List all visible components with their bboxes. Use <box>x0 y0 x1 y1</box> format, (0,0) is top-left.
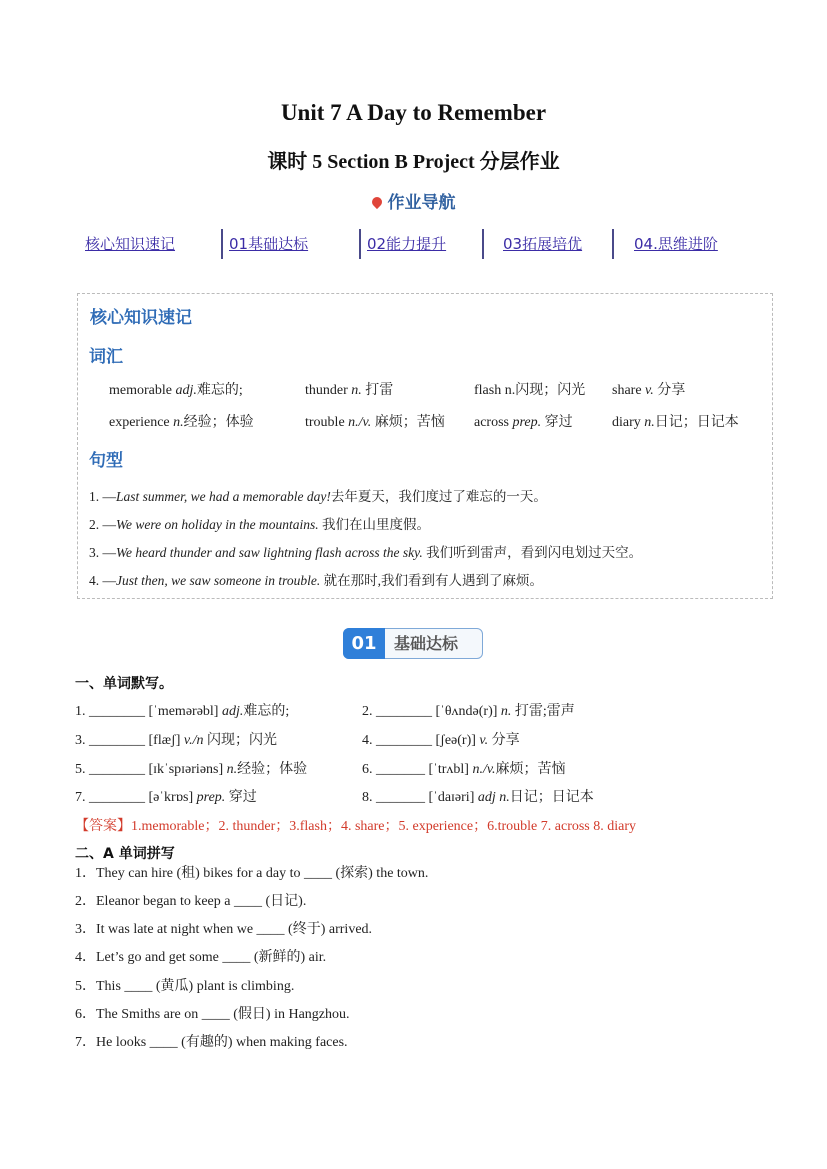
sentence-item: 1. —Last summer, we had a memorable day!去年夏天，我们度过了难忘的一天。 <box>89 489 547 504</box>
dictation-item: 2. ________ [ˈθʌndə(r)] n. 打雷;雷声 <box>362 704 575 719</box>
vocab-item: thunder n. 打雷 <box>305 383 394 398</box>
spelling-item: 2．Eleanor began to keep a ____ (日记). <box>75 894 307 909</box>
nav-divider <box>612 229 614 259</box>
spelling-item: 4．Let’s go and get some ____ (新鲜的) air. <box>75 950 327 965</box>
dictation-item: 1. ________ [ˈmemərəbl] adj.难忘的; <box>75 704 290 719</box>
vocab-heading: 词汇 <box>89 347 123 367</box>
nav-divider <box>221 229 223 259</box>
part1-heading: 一、单词默写。 <box>75 676 173 692</box>
sentence-item: 3. —We heard thunder and saw lightning flash across the sky. 我们听到雷声，看到闪电划过天空。 <box>89 545 643 560</box>
core-knowledge-heading: 核心知识速记 <box>90 308 192 328</box>
dictation-item: 4. ________ [ʃeə(r)] v. 分享 <box>362 733 520 748</box>
vocab-item: flash n.闪现；闪光 <box>474 383 586 398</box>
sentence-heading: 句型 <box>89 451 123 471</box>
spelling-item: 7．He looks ____ (有趣的) when making faces. <box>75 1035 348 1050</box>
spelling-item: 5．This ____ (黄瓜) plant is climbing. <box>75 979 295 994</box>
badge-text: 基础达标 <box>394 634 459 653</box>
dictation-item: 6. _______ [ˈtrʌbl] n./v.麻烦；苦恼 <box>362 762 566 777</box>
part2-heading: 二、A 单词拼写 <box>75 846 175 862</box>
nav-divider <box>359 229 361 259</box>
spelling-item: 1．They can hire (租) bikes for a day to ____ (探索) the town. <box>75 866 429 881</box>
badge-number: 01 <box>343 628 385 659</box>
section-badge-01 <box>343 628 483 659</box>
nav-link-thinking[interactable]: 04.思维进阶 <box>634 235 718 253</box>
dictation-item: 8. _______ [ˈdaɪəri] adj n.日记；日记本 <box>362 790 594 805</box>
sentence-item: 4. —Just then, we saw someone in trouble. 就在那时,我们看到有人遇到了麻烦。 <box>89 573 543 588</box>
homework-nav-heading <box>0 188 827 213</box>
vocab-item: share v. 分享 <box>612 383 686 398</box>
location-pin-icon <box>369 195 383 209</box>
dictation-item: 3. ________ [flæʃ] v./n 闪现；闪光 <box>75 733 277 748</box>
page-subtitle: 课时 5 Section B Project 分层作业 <box>267 151 560 173</box>
vocab-item: across prep. 穿过 <box>474 415 573 430</box>
vocab-item: experience n.经验；体验 <box>109 415 254 430</box>
nav-link-ability[interactable]: 02能力提升 <box>367 235 447 253</box>
nav-divider <box>482 229 484 259</box>
vocab-item: memorable adj.难忘的; <box>109 383 243 398</box>
vocab-item: diary n.日记；日记本 <box>612 415 739 430</box>
dictation-item: 5. ________ [ɪkˈspɪəriəns] n.经验；体验 <box>75 762 308 777</box>
nav-heading-text: 作业导航 <box>387 193 456 213</box>
dictation-item: 7. ________ [əˈkrɒs] prep. 穿过 <box>75 790 257 805</box>
vocab-item: trouble n./v. 麻烦；苦恼 <box>305 415 445 430</box>
answer-key: 【答案】1.memorable；2. thunder；3.flash；4. share；5. experience；6.trouble 7. across 8. diary <box>75 819 637 834</box>
nav-link-core-knowledge[interactable]: 核心知识速记 <box>85 235 176 253</box>
nav-link-extension[interactable]: 03拓展培优 <box>503 235 583 253</box>
spelling-item: 3．It was late at night when we ____ (终于) arrived. <box>75 922 373 937</box>
page-title: Unit 7 A Day to Remember <box>280 100 547 125</box>
nav-link-basic[interactable]: 01基础达标 <box>229 235 309 253</box>
sentence-item: 2. —We were on holiday in the mountains. 我们在山里度假。 <box>89 517 430 532</box>
spelling-item: 6．The Smiths are on ____ (假日) in Hangzhou. <box>75 1007 350 1022</box>
